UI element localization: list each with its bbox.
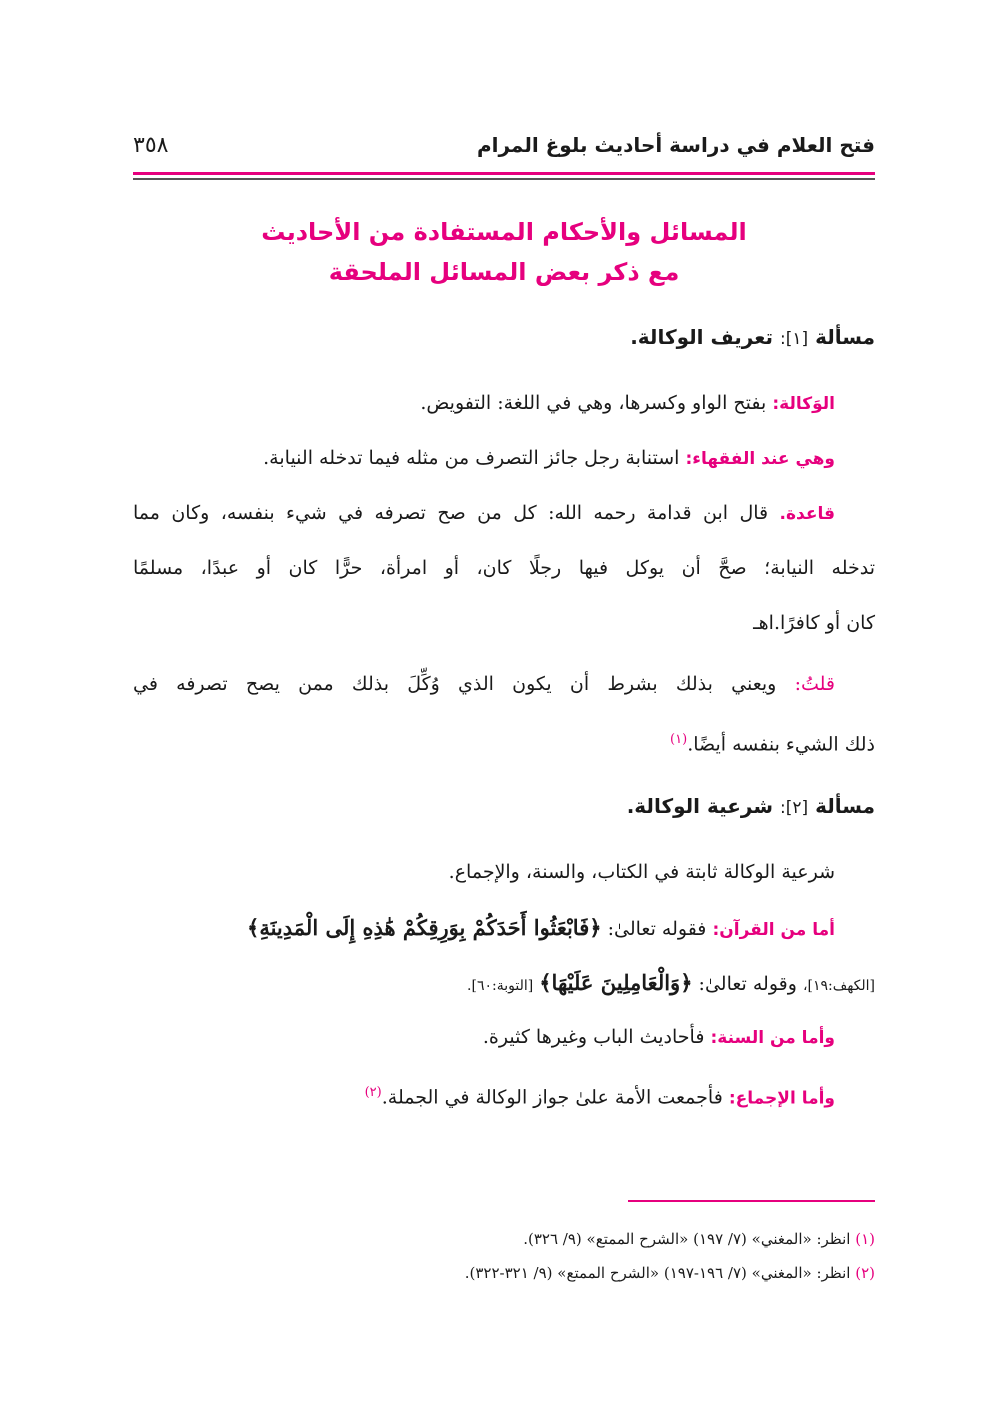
quran-line-1 xyxy=(133,900,875,955)
footnote-2 xyxy=(133,1256,875,1290)
header-rule-pink xyxy=(133,172,875,175)
footnote-1-text: انظر: «المغني» (٧/ ١٩٧) «الشرح الممتع» (٩/ ٣٢٦). xyxy=(523,1230,851,1248)
footnote-1 xyxy=(133,1222,875,1256)
legitimacy-text: شرعية الوكالة ثابتة في الكتاب، والسنة، والإجماع. xyxy=(448,861,835,883)
issue-2-heading xyxy=(133,781,875,831)
section-heading-line2: مع ذكر بعض المسائل الملحقة xyxy=(328,258,680,286)
footnote-1-number: (١) xyxy=(855,1230,875,1248)
quran-verse-2: ﴿وَالْعَامِلِينَ عَلَيْهَا﴾ xyxy=(539,970,693,995)
footnotes xyxy=(133,1222,875,1290)
comment-line-1 xyxy=(133,657,875,712)
quran-line-2 xyxy=(133,955,875,1010)
footnote-ref-2[interactable]: (٢) xyxy=(364,1085,382,1100)
rule-line-3 xyxy=(133,596,875,651)
ijma-text: فأجمعت الأمة علىٰ جواز الوكالة في الجملة. xyxy=(381,1086,723,1109)
header-rule-gray xyxy=(133,178,875,180)
issue-1-heading xyxy=(133,312,875,362)
rule-label: قاعدة. xyxy=(779,504,835,524)
section-heading-line1: المسائل والأحكام المستفادة من الأحاديث xyxy=(261,218,747,246)
footnote-2-number: (٢) xyxy=(855,1264,875,1282)
footnote-separator xyxy=(628,1200,875,1202)
ijma-paragraph xyxy=(133,1065,875,1120)
comment-line-2 xyxy=(133,712,875,767)
quran-intro: فقوله تعالىٰ: xyxy=(607,918,707,940)
footnote-ref-1[interactable]: (١) xyxy=(670,732,688,747)
comment-text-2: ذلك الشيء بنفسه أيضًا. xyxy=(687,733,875,756)
quran-label: أما من القرآن: xyxy=(712,920,835,940)
quran-intro-2: وقوله تعالىٰ: xyxy=(698,973,797,995)
quran-ref-1: [الكهف:١٩]، xyxy=(802,978,875,994)
book-title: فتح العلام في دراسة أحاديث بلوغ المرام xyxy=(476,133,875,157)
sunnah-label: وأما من السنة: xyxy=(710,1028,835,1048)
ijma-label: وأما الإجماع: xyxy=(728,1088,835,1109)
footnote-2-text: انظر: «المغني» (٧/ ١٩٦-١٩٧) «الشرح الممتع» (٩/ ٣٢١-٣٢٢). xyxy=(464,1264,851,1282)
sunnah-paragraph xyxy=(133,1010,875,1065)
issue-2-title: شرعية الوكالة. xyxy=(626,794,774,818)
jurists-paragraph xyxy=(133,431,875,486)
sunnah-text: فأحاديث الباب وغيرها كثيرة. xyxy=(482,1026,705,1048)
issue-1-number: [١]: xyxy=(779,329,809,349)
quran-ref-2: [التوبة:٦٠]. xyxy=(467,978,534,994)
issue-1-title: تعريف الوكالة. xyxy=(630,325,774,349)
comment-label: قلتُ: xyxy=(794,673,835,695)
rule-line-2 xyxy=(133,541,875,596)
issue-2-label: مسألة xyxy=(815,794,875,818)
issue-2-number: [٢]: xyxy=(779,798,809,818)
quran-verse-1: ﴿فَابْعَثُوا أَحَدَكُمْ بِوَرِقِكُمْ هَٰذِهِ إِلَى الْمَدِينَةِ﴾ xyxy=(247,915,602,940)
jurists-text: استنابة رجل جائز التصرف من مثله فيما تدخله النيابة. xyxy=(263,447,680,469)
page-number: ٣٥٨ xyxy=(133,132,169,158)
rule-text-1: قال ابن قدامة رحمه الله: كل من صح تصرفه في شيء بنفسه، وكان مما xyxy=(133,502,769,524)
main-content xyxy=(133,312,875,1120)
rule-line-1 xyxy=(133,486,875,541)
definition-paragraph xyxy=(133,376,875,431)
rule-text-2: تدخله النيابة؛ صحَّ أن يوكل فيها رجلًا كان، أو امرأة، حرًّا كان أو عبدًا، مسلمًا xyxy=(133,557,875,579)
rule-text-3: كان أو كافرًا.اهـ xyxy=(753,612,875,634)
jurists-label: وهي عند الفقهاء: xyxy=(685,449,835,469)
legitimacy-paragraph xyxy=(133,845,875,900)
definition-label: الوَكالة: xyxy=(772,394,835,414)
comment-text-1: ويعني بذلك بشرط أن يكون الذي وُكِّلَ بذلك ممن يصح تصرفه في xyxy=(133,673,777,695)
running-header xyxy=(133,128,875,162)
definition-text: بفتح الواو وكسرها، وهي في اللغة: التفويض. xyxy=(420,392,767,414)
issue-1-label: مسألة xyxy=(815,325,875,349)
section-heading xyxy=(133,212,875,292)
